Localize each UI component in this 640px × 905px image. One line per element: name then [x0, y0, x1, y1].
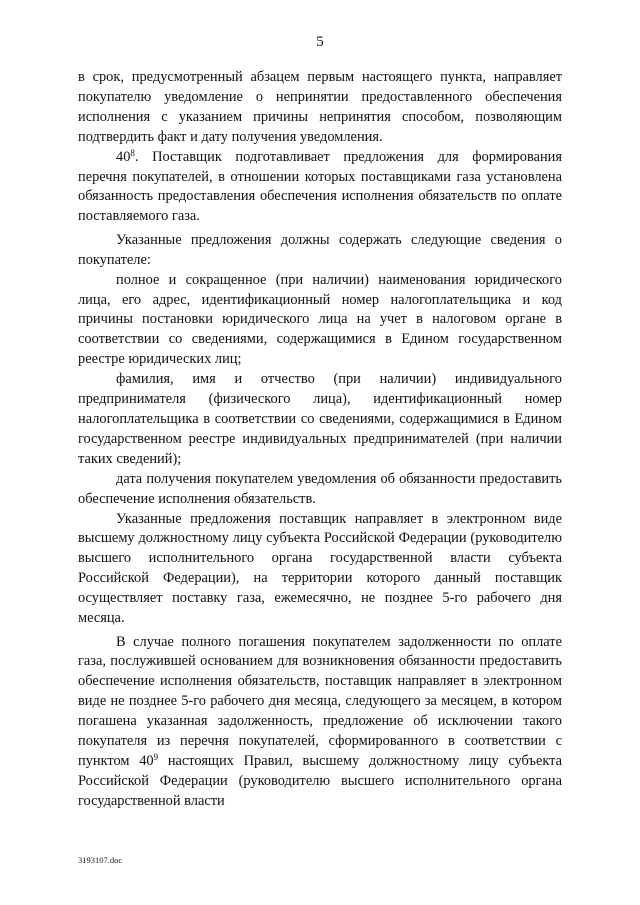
paragraph-notice-date: дата получения покупателем уведомления об обязанности предоставить обеспечение исполнения обязательств. — [78, 470, 562, 507]
paragraph-debt-repayment — [78, 633, 562, 812]
paragraph-individual-entrepreneur: фамилия, имя и отчество (при наличии) индивидуального предпринимателя (физического лица), идентификационный номер налогоплательщика в соответствии со сведениями, содержащимися в Едином государственном реестре индивидуальных предпринимателей (при наличии таких сведений); — [78, 371, 562, 467]
paragraph-submission: Указанные предложения поставщик направляет в электронном виде высшему должностному лицу субъекта Российской Федерации (руководителю высшего исполнительного органа государственной власти субъекта Российской Федерации), на территории которого данный поставщик осуществляет поставку газа, ежемесячно, не позднее 5-го рабочего дня месяца. — [78, 510, 562, 627]
clause-reference: 40 — [139, 753, 154, 769]
file-name-footer: 3193107.doc — [78, 855, 123, 865]
page-number: 5 — [316, 34, 324, 50]
paragraph-notice-refusal: в срок, предусмотренный абзацем первым настоящего пункта, направляет покупателю уведомление о непринятии предоставленного обеспечения исполнения с указанием причины непринятия способом, позволяющим подтвердить факт и дату получения уведомления. — [78, 69, 562, 145]
clause-text: . Поставщик подготавливает предложения для формирования перечня покупателей, в отношении которых поставщиками газа установлена обязанность предоставления обеспечения исполнения обязательств по оплате поставляемого газа. — [78, 148, 562, 225]
document-body — [78, 68, 562, 812]
clause-superscript: 8 — [130, 147, 135, 158]
clause-reference-superscript: 9 — [153, 752, 159, 762]
clause-number: 40 — [116, 148, 131, 165]
paragraph-clause-40-8 — [78, 148, 562, 228]
paragraph-legal-entity: полное и сокращенное (при наличии) наименования юридического лица, его адрес, идентификационный номер налогоплательщика и код причины постановки юридического лица на учет в налоговом органе в соответствии со сведениями, содержащимися в Едином государственном реестре юридических лиц; — [78, 271, 562, 368]
paragraph-proposals-content: Указанные предложения должны содержать следующие сведения о покупателе: — [78, 231, 562, 268]
repayment-text: В случае полного погашения покупателем задолженности по оплате газа, послужившей основанием для возникновения обязанности предоставить обеспечение исполнения обязательств, поставщик направляет в электронном виде не позднее 5-го рабочего дня месяца, следующего за месяцем, в котором погашена указанная задолженность, предложение об исключении такого покупателя из перечня покупателей, сформированного в соответствии с пунктом — [78, 633, 562, 769]
repayment-text-continued: настоящих Правил, высшему должностному лицу субъекта Российской Федерации (руководителю высшего исполнительного органа государственной власти — [78, 753, 562, 809]
